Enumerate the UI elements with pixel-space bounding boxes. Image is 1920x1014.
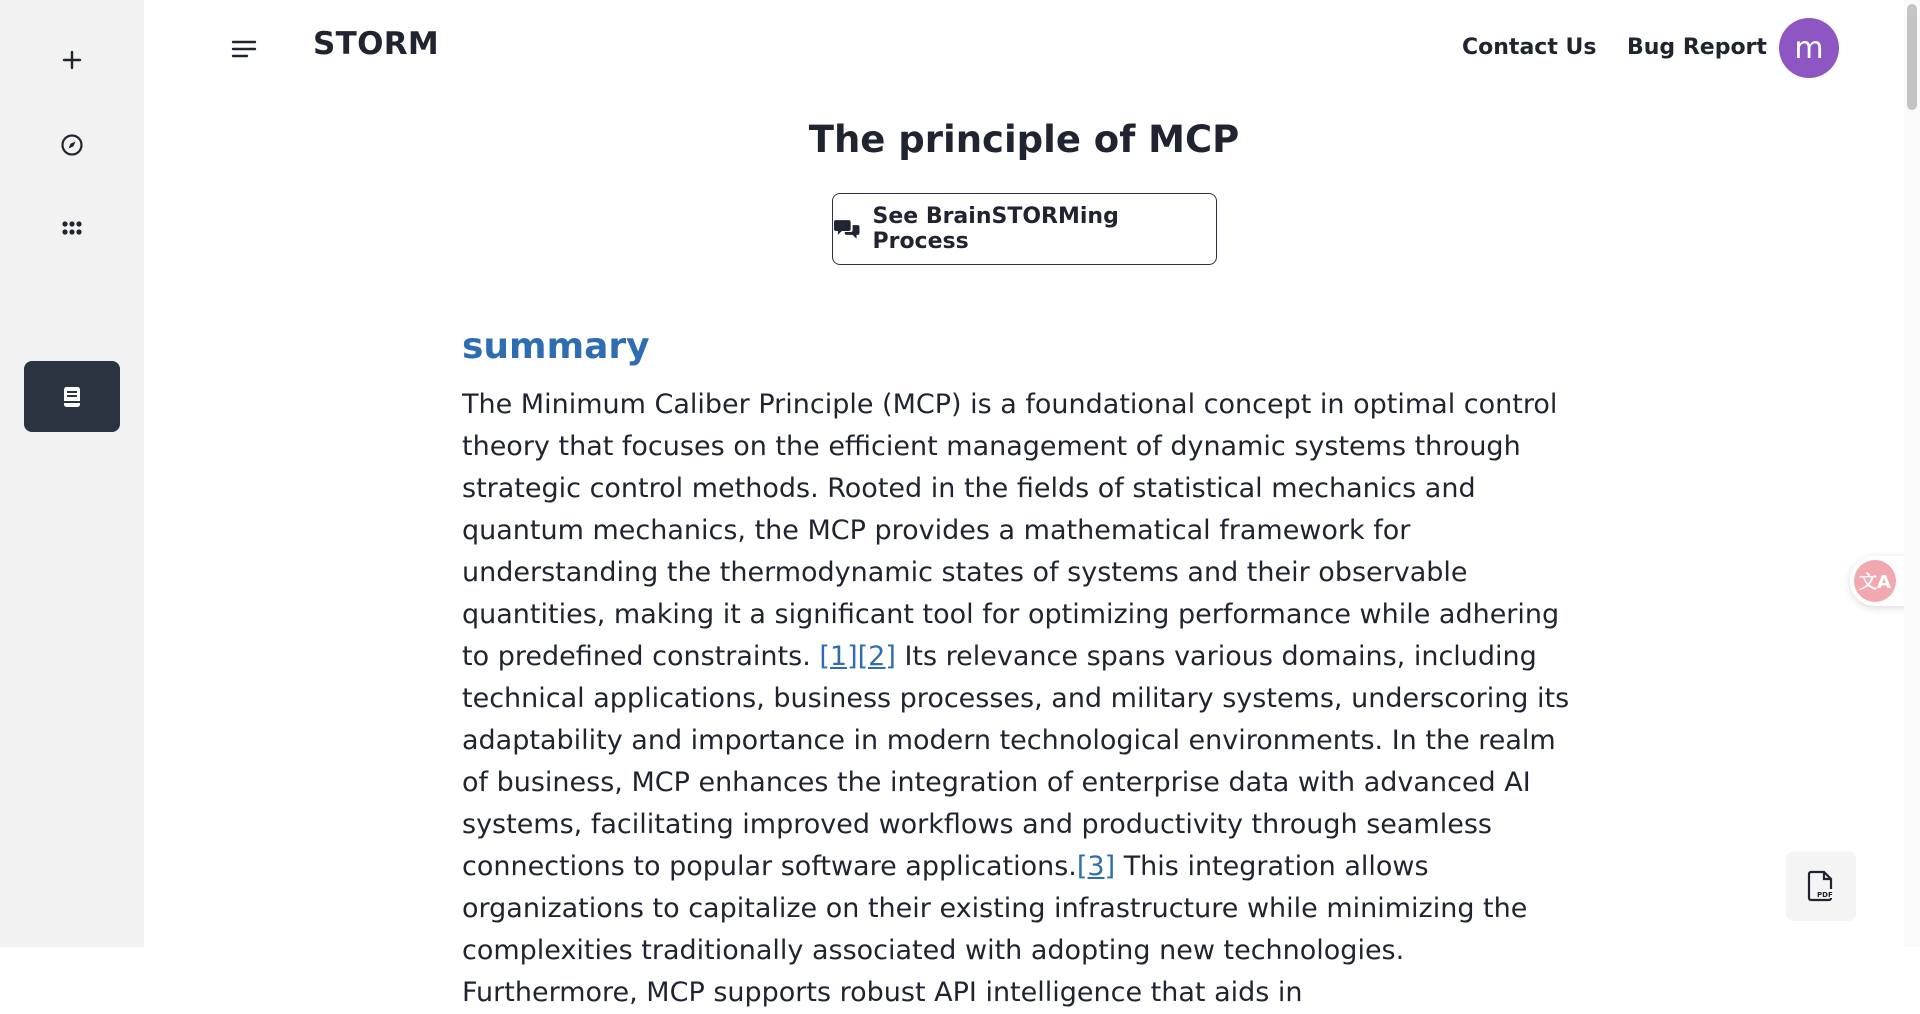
- menu-lines-icon: [231, 39, 257, 59]
- apps-button[interactable]: [49, 205, 95, 251]
- summary-text-part-1: The Minimum Caliber Principle (MCP) is a foundational concept in optimal control theory that focuses on the efficient management of dynamic systems through strategic control methods. Rooted in the fields of statistical mechanics and quantum mechanics, the MCP provides a mathematical framework for understanding the thermodynamic states of systems and their observable quantities, making it a significant tool for optimizing performance while adhering to predefined constraints.: [462, 389, 1560, 672]
- book-icon: [62, 386, 82, 408]
- top-bar: [144, 0, 1904, 98]
- chat-bubbles-icon: [833, 218, 860, 240]
- scrollbar-thumb[interactable]: [1907, 4, 1917, 110]
- compass-icon: [60, 133, 84, 157]
- discover-button[interactable]: [49, 122, 95, 168]
- citation-link-3[interactable]: [3]: [1076, 851, 1116, 882]
- see-brainstorming-label: See BrainSTORMing Process: [872, 204, 1119, 254]
- page-title: The principle of MCP: [808, 118, 1240, 161]
- see-brainstorming-button[interactable]: [832, 193, 1217, 265]
- download-pdf-button[interactable]: [1786, 851, 1856, 921]
- user-avatar[interactable]: m: [1779, 18, 1839, 78]
- apps-grid-icon: [61, 220, 83, 236]
- contact-us-link[interactable]: Contact Us: [1462, 35, 1597, 60]
- new-plus-button[interactable]: [49, 37, 95, 83]
- pdf-label: PDF: [1817, 891, 1833, 899]
- citation-link-2[interactable]: [2]: [857, 641, 896, 672]
- bug-report-link[interactable]: Bug Report: [1627, 35, 1767, 60]
- menu-toggle-button[interactable]: [224, 32, 264, 66]
- section-heading-summary: summary: [462, 326, 650, 367]
- article-body: [462, 384, 1582, 1014]
- library-button[interactable]: [24, 361, 120, 432]
- translate-icon: 文A: [1854, 560, 1896, 602]
- citation-link-1[interactable]: [1]: [819, 641, 858, 672]
- left-rail: [0, 0, 144, 947]
- translate-floating-button[interactable]: [1850, 556, 1910, 606]
- page-scrollbar[interactable]: [1904, 0, 1920, 947]
- plus-icon: [62, 50, 82, 70]
- summary-text-part-3: This integration allows organizations to capitalize on their existing infrastructure while minimizing the complexities traditionally associated with adopting new technologies. Furthermore, MCP supports robust API intelligence that aids in: [462, 851, 1528, 1008]
- summary-text-part-2: Its relevance spans various domains, including technical applications, business processes, and military systems, underscoring its adaptability and importance in modern technological environments. In the realm of business, MCP enhances the integration of enterprise data with advanced AI systems, facilitating improved workflows and productivity through seamless connections to popular software applications.: [462, 641, 1570, 882]
- pdf-file-icon: [1807, 870, 1835, 902]
- article-title-wrap: [144, 118, 1904, 161]
- brand-logo-text[interactable]: STORM: [313, 26, 440, 62]
